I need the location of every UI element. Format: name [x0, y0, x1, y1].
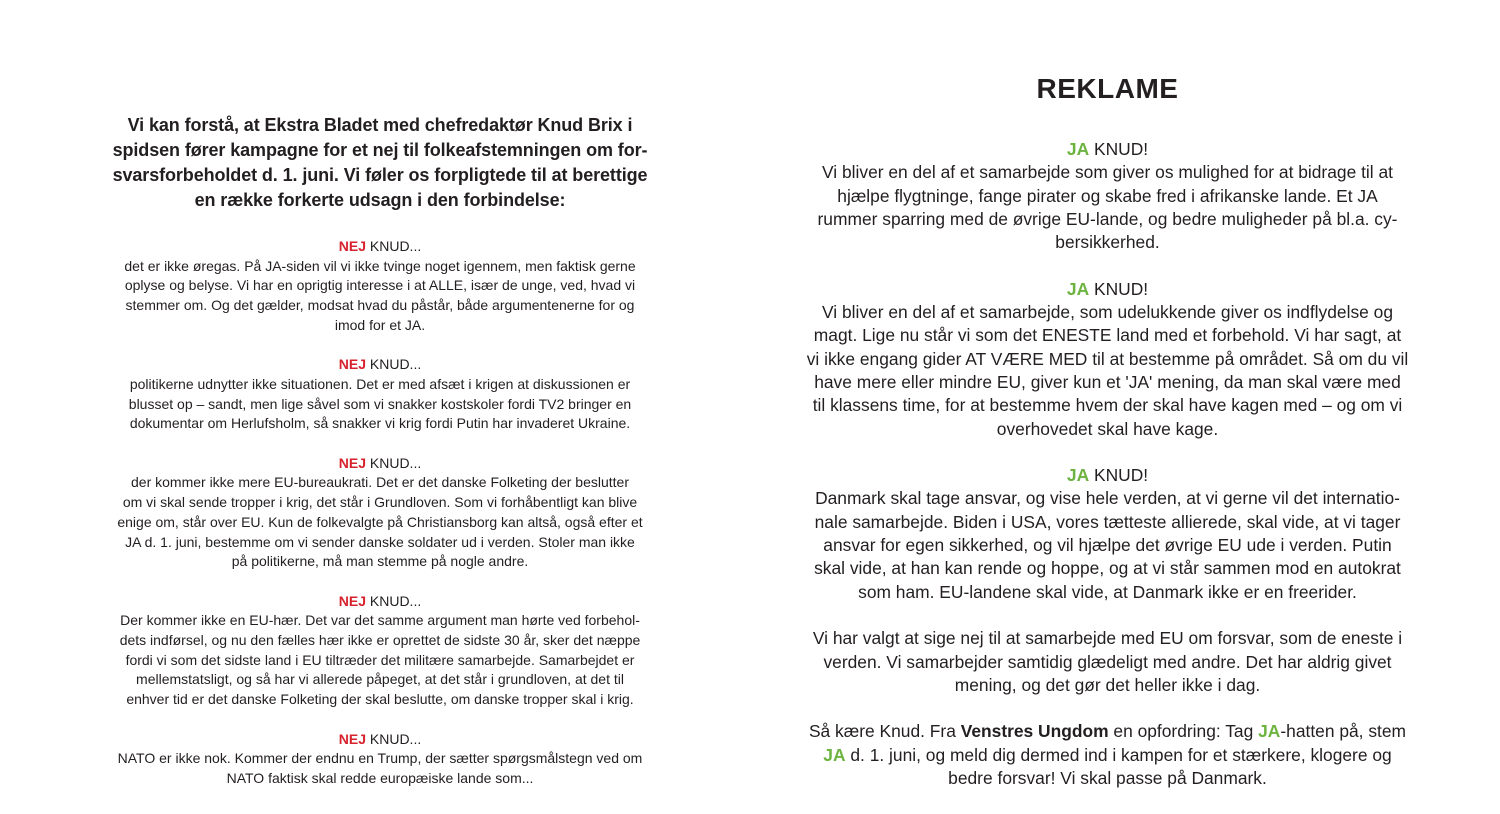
knud-label: KNUD!	[1093, 278, 1149, 299]
nej-sections	[80, 237, 680, 789]
body-line: politikerne udnytter ikke situationen. Det er med afsæt i krigen at diskussionen er	[129, 375, 631, 392]
body-line: NATO er ikke nok. Kommer der endnu en Trump, der sætter spørgsmålstegn ved om	[117, 750, 643, 767]
ja-word: JA	[1066, 278, 1090, 299]
body-line: på politikerne, må man stemme på nogle andre.	[231, 553, 529, 570]
section-heading	[80, 730, 680, 750]
body-line: ansvar for egen sikkerhed, og vil hjælpe det øvrige EU ude i verden. Putin	[823, 535, 1392, 556]
body-line: Der kommer ikke en EU-hær. Det var det samme argument man hørte ved forbehol-	[120, 612, 640, 629]
ja-word: JA	[1066, 465, 1090, 486]
body-line: enhver tid er det danske Folketing der skal beslutte, om danske tropper skal i krig.	[126, 691, 634, 708]
body-line: oplyse og belyse. Vi har en oprigtig interesse i at ALLE, især de unge, ved, hvad vi	[124, 277, 636, 294]
right-column	[785, 72, 1430, 814]
body-line: stemmer om. Og det gælder, modsat hvad du påstår, både argumentenerne for og	[125, 297, 635, 314]
ja-section	[785, 138, 1430, 254]
nej-section	[80, 730, 680, 789]
nej-word: NEJ	[338, 730, 366, 747]
body-line: Vi har valgt at sige nej til at samarbejde med EU om forsvar, som de eneste i	[812, 628, 1403, 649]
body-line: Vi bliver en del af et samarbejde som giver os mulighed for at bidrage til at	[822, 162, 1393, 183]
body-line: som ham. EU-landene skal vide, at Danmark ikke er en freerider.	[858, 581, 1357, 602]
body-line: der kommer ikke mere EU-bureaukrati. Det er det danske Folketing der beslutter	[131, 474, 629, 491]
text: d. 1. juni, og meld dig dermed ind i kampen for et stærkere, klogere og	[845, 744, 1392, 765]
body-line: dokumentar om Herlufsholm, så snakker vi krig fordi Putin har invaderet Ukraine.	[129, 415, 631, 432]
body-line: verden. Vi samarbejder samtidig glædeligt med andre. Det har aldrig givet	[823, 651, 1392, 672]
knud-label: KNUD!	[1093, 465, 1149, 486]
knud-label: KNUD...	[369, 454, 422, 471]
body-line: imod for et JA.	[334, 316, 426, 333]
closing-paragraph	[785, 720, 1430, 790]
closing-line: bedre forsvar! Vi skal passe på Danmark.	[948, 768, 1267, 789]
body-line: rummer sparring med de øvrige EU-lande, og bedre muligheder på bl.a. cy-	[817, 208, 1398, 229]
knud-label: KNUD...	[369, 592, 422, 609]
knud-label: KNUD...	[369, 356, 422, 373]
ja-sections	[785, 138, 1430, 604]
nej-word: NEJ	[338, 238, 366, 254]
section-heading	[80, 355, 680, 375]
body-line: magt. Lige nu står vi som det ENESTE land med et forbehold. Vi har sagt, at	[813, 325, 1402, 346]
body-line: hjælpe flygtninge, fange pirater og skabe fred i afrikanske lande. Et JA	[837, 185, 1378, 206]
intro-line: en række forkerte udsagn i den forbindelse:	[194, 190, 566, 210]
section-heading	[80, 237, 680, 257]
nej-word: NEJ	[338, 356, 366, 373]
body-line: vi ikke engang gider AT VÆRE MED til at bestemme på området. Så om du vil	[806, 348, 1409, 369]
body-line: Vi bliver en del af et samarbejde, som udelukkende giver os indflydelse og	[821, 302, 1393, 323]
intro-line: svarsforbeholdet d. 1. juni. Vi føler os forpligtede til at berettige	[112, 165, 648, 185]
body-line: have mere eller mindre EU, giver kun et 'JA' mening, da man skal være med	[814, 371, 1401, 392]
nej-section	[80, 237, 680, 336]
nej-section	[80, 355, 680, 434]
body-line: mening, og det gør det heller ikke i dag.	[954, 674, 1261, 695]
knud-label: KNUD...	[369, 730, 422, 747]
closing-line	[785, 744, 1430, 767]
nej-word: NEJ	[338, 454, 366, 471]
text: en opfordring: Tag	[1108, 721, 1259, 742]
nej-section	[80, 454, 680, 572]
body-line: nale samarbejde. Biden i USA, vores tætteste allierede, skal vide, at vi tager	[814, 511, 1401, 532]
body-line: om vi skal sende tropper i krig, det står i Grundloven. Som vi forhåbentligt kan blive	[122, 494, 638, 511]
body-line: blusset op – sandt, men lige såvel som vi snakker kostskoler fordi TV2 bringer en	[128, 395, 632, 412]
nej-word: NEJ	[338, 592, 366, 609]
org-name: Venstres Ungdom	[960, 721, 1109, 742]
closing-line	[785, 720, 1430, 743]
body-line: det er ikke øregas. På JA-siden vil vi ikke tvinge noget igennem, men faktisk gerne	[124, 257, 636, 274]
body-line: dets indførsel, og nu den fælles hær ikke er oprettet de sidste 30 år, sker det næppe	[119, 632, 641, 649]
nej-section	[80, 592, 680, 710]
section-heading	[80, 592, 680, 612]
text: -hatten på, stem	[1280, 721, 1407, 742]
body-line: fordi vi som det sidste land i EU tiltræder det militære samarbejde. Samarbejdet er	[125, 651, 635, 668]
section-heading	[785, 138, 1430, 161]
intro-line: spidsen fører kampagne for et nej til folkeafstemningen om for-	[112, 140, 648, 160]
body-line: Danmark skal tage ansvar, og vise hele verden, at vi gerne vil det internatio-	[815, 488, 1400, 509]
section-heading	[785, 278, 1430, 301]
section-heading	[785, 464, 1430, 487]
body-line: enige om, står over EU. Kun de folkevalgte på Christiansborg kan altså, også efter et	[117, 513, 643, 530]
body-line: til klassens time, for at bestemme hvem der skal have kagen med – og om vi	[812, 395, 1403, 416]
body-line: skal vide, at han kan rende og hoppe, og at vi står sammen mod en autokrat	[814, 558, 1401, 579]
ja-section	[785, 278, 1430, 441]
ja-word: JA	[823, 744, 846, 765]
ja-section	[785, 464, 1430, 604]
intro-heading	[80, 113, 680, 213]
body-line: bersikkerhed.	[1055, 232, 1160, 253]
body-line: JA d. 1. juni, bestemme om vi sender danske soldater ud i verden. Stoler man ikke	[125, 533, 635, 550]
section-heading	[80, 454, 680, 474]
knud-label: KNUD!	[1093, 139, 1149, 159]
body-line: mellemstatsligt, og så har vi allerede påpeget, at det står i grundloven, at det til	[136, 671, 624, 688]
knud-label: KNUD...	[369, 238, 422, 254]
ja-word: JA	[1258, 721, 1281, 742]
advert-title: REKLAME	[1036, 73, 1179, 104]
body-line: overhovedet skal have kage.	[996, 418, 1219, 439]
left-column	[80, 113, 680, 808]
intro-line: Vi kan forstå, at Ekstra Bladet med chefredaktør Knud Brix i	[127, 115, 633, 135]
body-line: NATO faktisk skal redde europæiske lande som...	[226, 769, 534, 786]
text: Så kære Knud. Fra	[808, 721, 961, 742]
ja-word: JA	[1066, 139, 1090, 159]
plain-paragraph	[785, 627, 1430, 697]
